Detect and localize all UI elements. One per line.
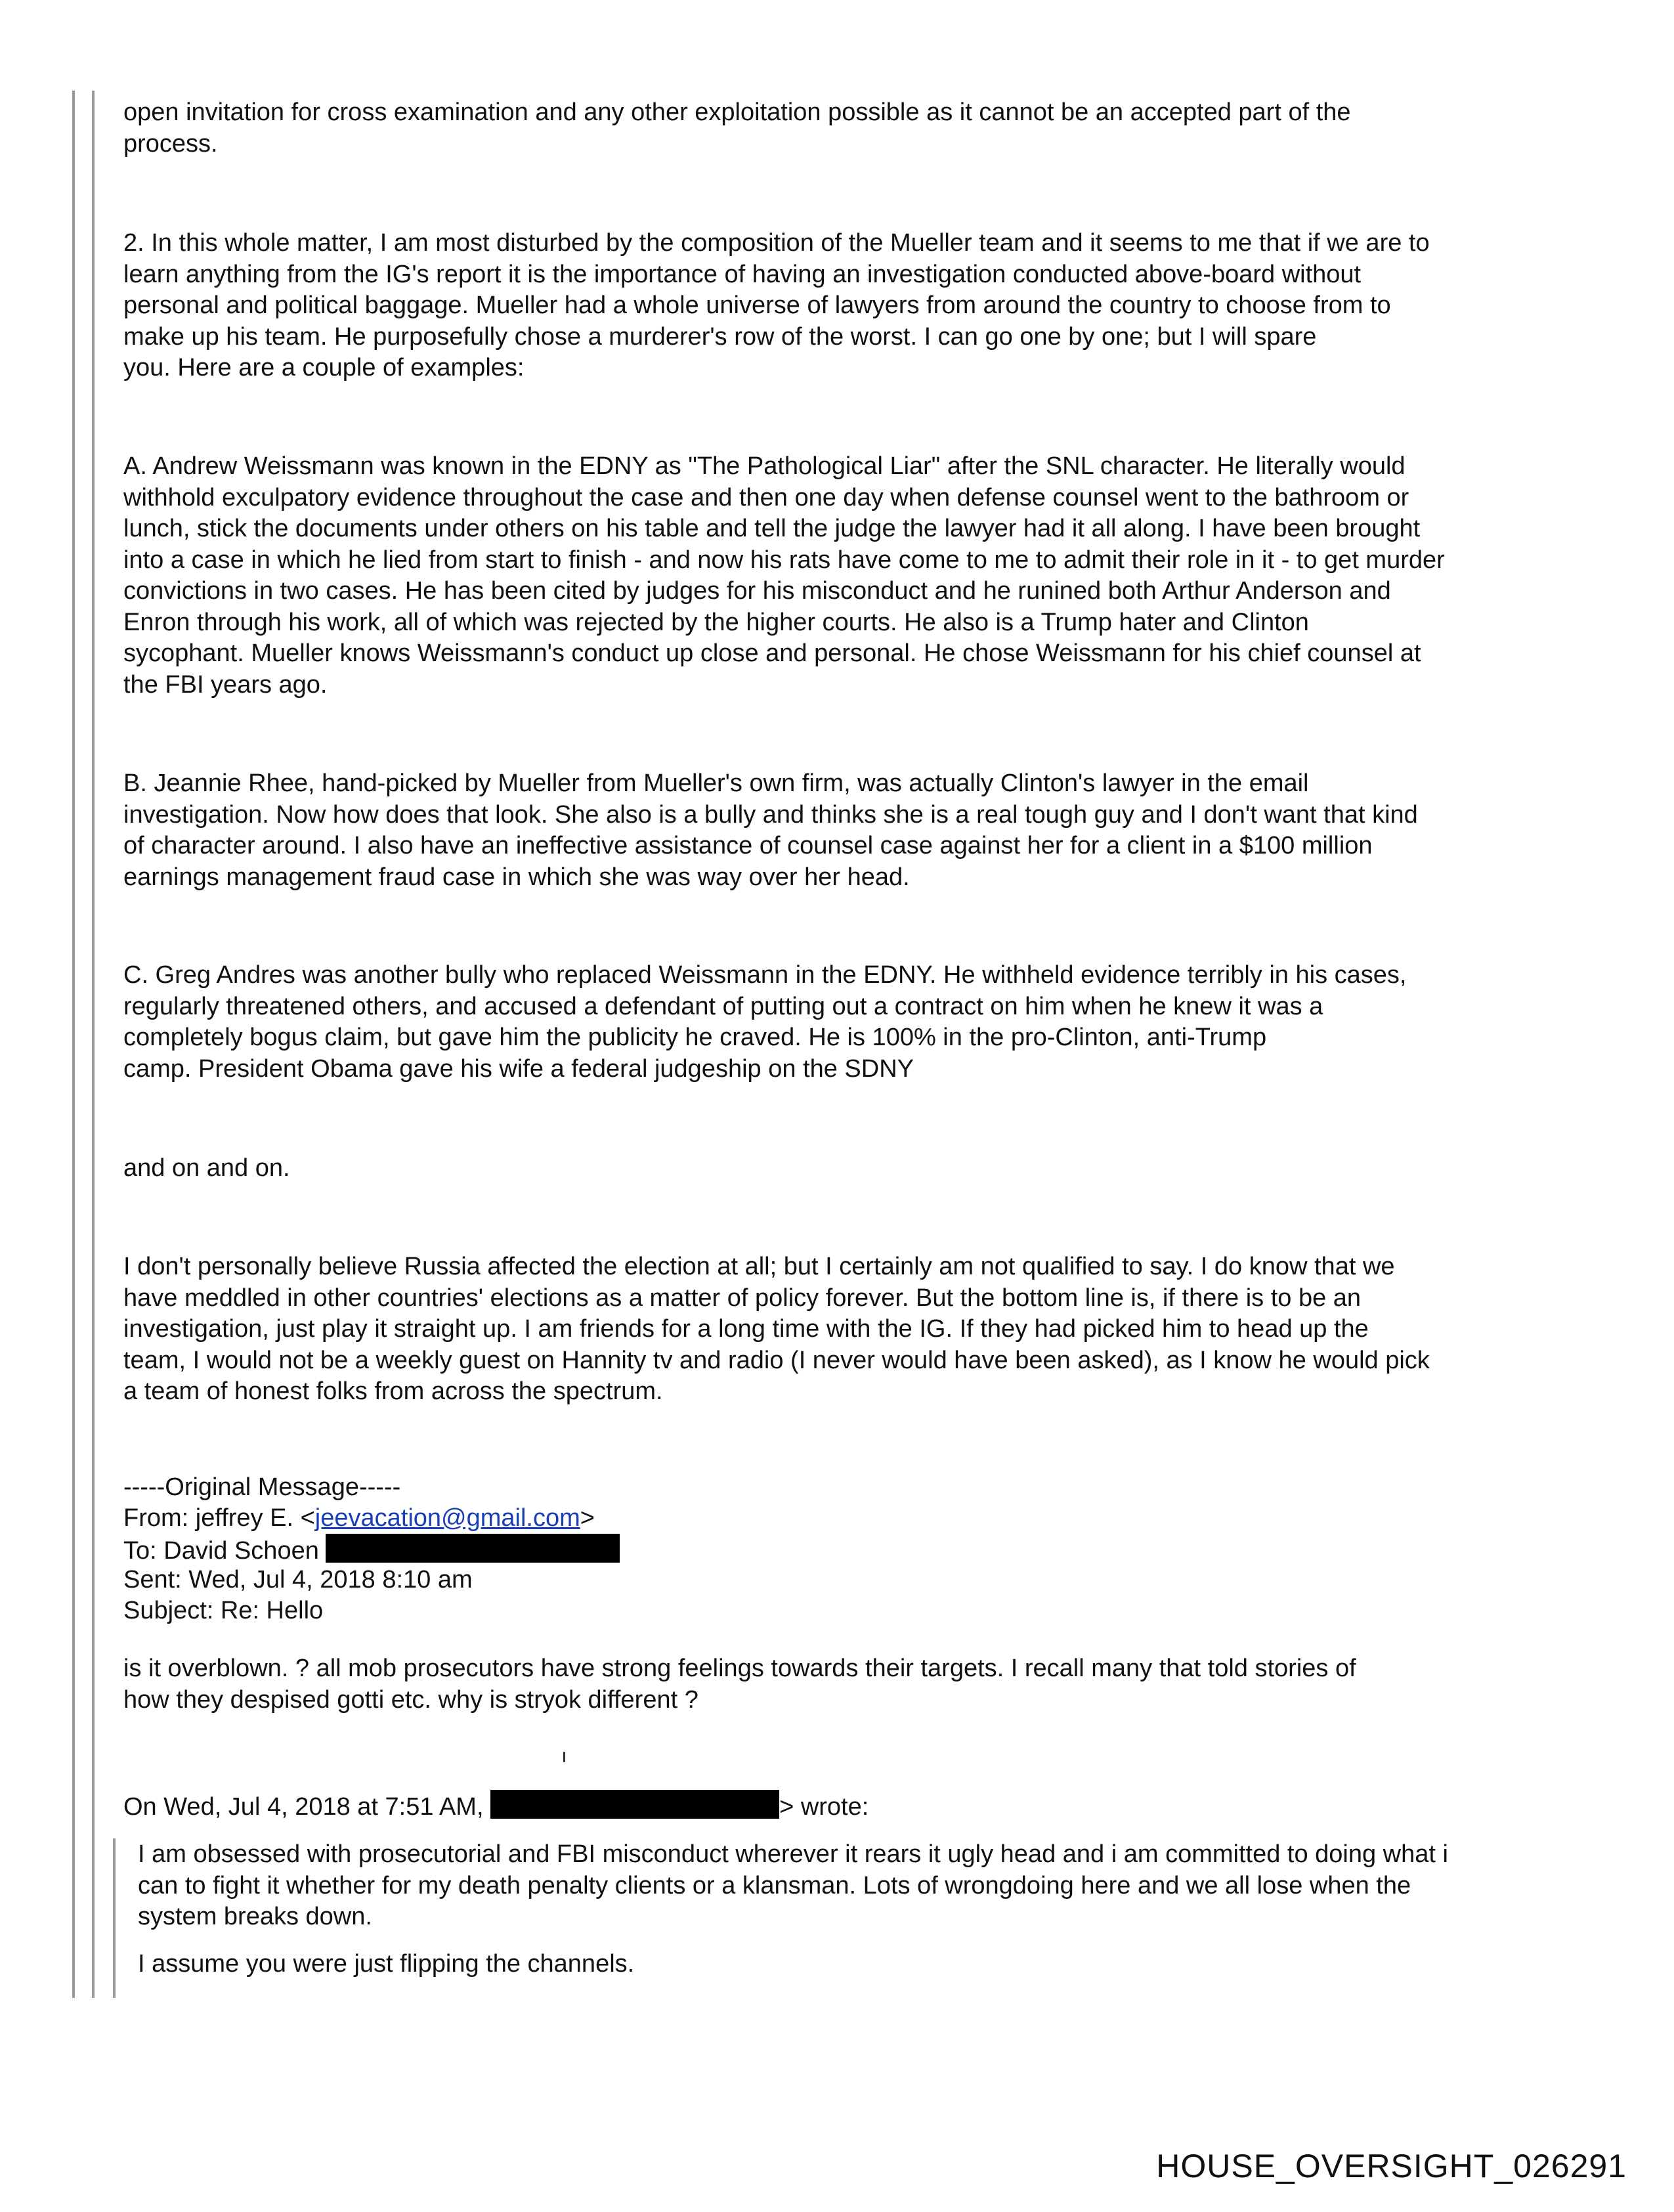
paragraph-example-a: A. Andrew Weissmann was known in the EDNY as "The Pathological Liar" after the SNL character. He literally would withhold exculpatory evidence throughout the case and then one day when defense counsel went to the bathroom or lunch, stick the documents under others on his table and tell the judge the lawyer had it all along. I have been brought into a case in which he lied from start to finish - and now his rats have come to me to admit their role in it - to get murder convictions in two cases. He has been cited by judges for his misconduct and he runined both Arthur Anderson and Enron through his work, all of which was rejected by the higher courts. He also is a Trump hater and Clinton sycophant. Mueller knows Weissmann's conduct up close and personal. He chose Weissmann for his chief counsel at the FBI years ago. — [123, 452, 1445, 699]
redaction-box — [326, 1534, 620, 1563]
original-message-separator: -----Original Message----- — [123, 1473, 401, 1501]
quote-bar — [113, 1838, 116, 1998]
subject-line: Subject: Re: Hello — [123, 1597, 324, 1624]
paragraph-example-c: C. Greg Andres was another bully who replaced Weissmann in the EDNY. He withheld evidence terribly in his cases, regularly threatened others, and accused a defendant of putting out a contract on him when he knew it was a completely bogus claim, but gave him the publicity he craved. He is 100% in the pro-Clinton, anti-Trump camp. President Obama gave his wife a federal judgeship on the SDNY — [123, 961, 1407, 1083]
from-label: From: jeffrey E. < — [123, 1504, 315, 1532]
paragraph-intro: open invitation for cross examination and any other exploitation possible as it cannot be an accepted part of the process. — [123, 98, 1351, 158]
sent-line: Sent: Wed, Jul 4, 2018 8:10 am — [123, 1566, 473, 1594]
paragraph-point-2: 2. In this whole matter, I am most disturbed by the composition of the Mueller team and it seems to me that if we are to learn anything from the IG's report it is the importance of having an investigation conducted above-board without personal and political baggage. Mueller had a whole universe of lawyers from around the country to choose from to make up his team. He purposefully chose a murderer's row of the worst. I can go one by one; but I will spare you. Here are a couple of examples: — [123, 229, 1430, 381]
paragraph-conclusion: I don't personally believe Russia affected the election at all; but I certainly am not qualified to say. I do know that we have meddled in other countries' elections as a matter of policy forever. But the bottom line is, if there is to be an investigation, just play it straight up. I am friends for a long time with the IG. If they had picked him to head up the team, I would not be a weekly guest on Hannity tv and radio (I never would have been asked), as I know he would pick a team of honest folks from across the spectrum. — [123, 1253, 1430, 1405]
quoted-paragraph-1: I am obsessed with prosecutorial and FBI misconduct wherever it rears it ugly head and i am committed to doing what i can to fight it whether for my death penalty clients or a klansman. Lots of wrongdoing here and we all lose when the system breaks down. — [138, 1840, 1448, 1930]
quote-header-suffix: > wrote: — [779, 1793, 869, 1821]
from-email-link[interactable]: jeevacation@gmail.com — [314, 1504, 580, 1532]
redaction-box — [490, 1790, 779, 1819]
paragraph-example-b: B. Jeannie Rhee, hand-picked by Mueller from Mueller's own firm, was actually Clinton's lawyer in the email investigation. Now how does that look. She also is a bully and thinks she is a real tough guy and I don't want that kind of character around. I also have an ineffective assistance of counsel case against her for a client in a $100 million earnings management fraud case in which she was way over her head. — [123, 770, 1418, 891]
from-close: > — [580, 1504, 595, 1532]
quote-header-prefix: On Wed, Jul 4, 2018 at 7:51 AM, — [123, 1793, 491, 1821]
bates-number: HOUSE_OVERSIGHT_026291 — [1156, 2148, 1627, 2184]
stray-mark — [563, 1752, 565, 1762]
to-line — [123, 1534, 620, 1567]
reply-body: is it overblown. ? all mob prosecutors have strong feelings towards their targets. I recall many that told stories of how they despised gotti etc. why is stryok different ? — [123, 1655, 1356, 1714]
to-label: To: David Schoen — [123, 1537, 326, 1565]
from-line — [123, 1503, 595, 1534]
quote-header — [123, 1790, 869, 1823]
quoted-paragraph-2: I assume you were just flipping the channels. — [138, 1950, 635, 1978]
quote-bar — [92, 91, 95, 1998]
quote-bar — [72, 91, 75, 1998]
paragraph-and-on: and on and on. — [123, 1154, 290, 1182]
